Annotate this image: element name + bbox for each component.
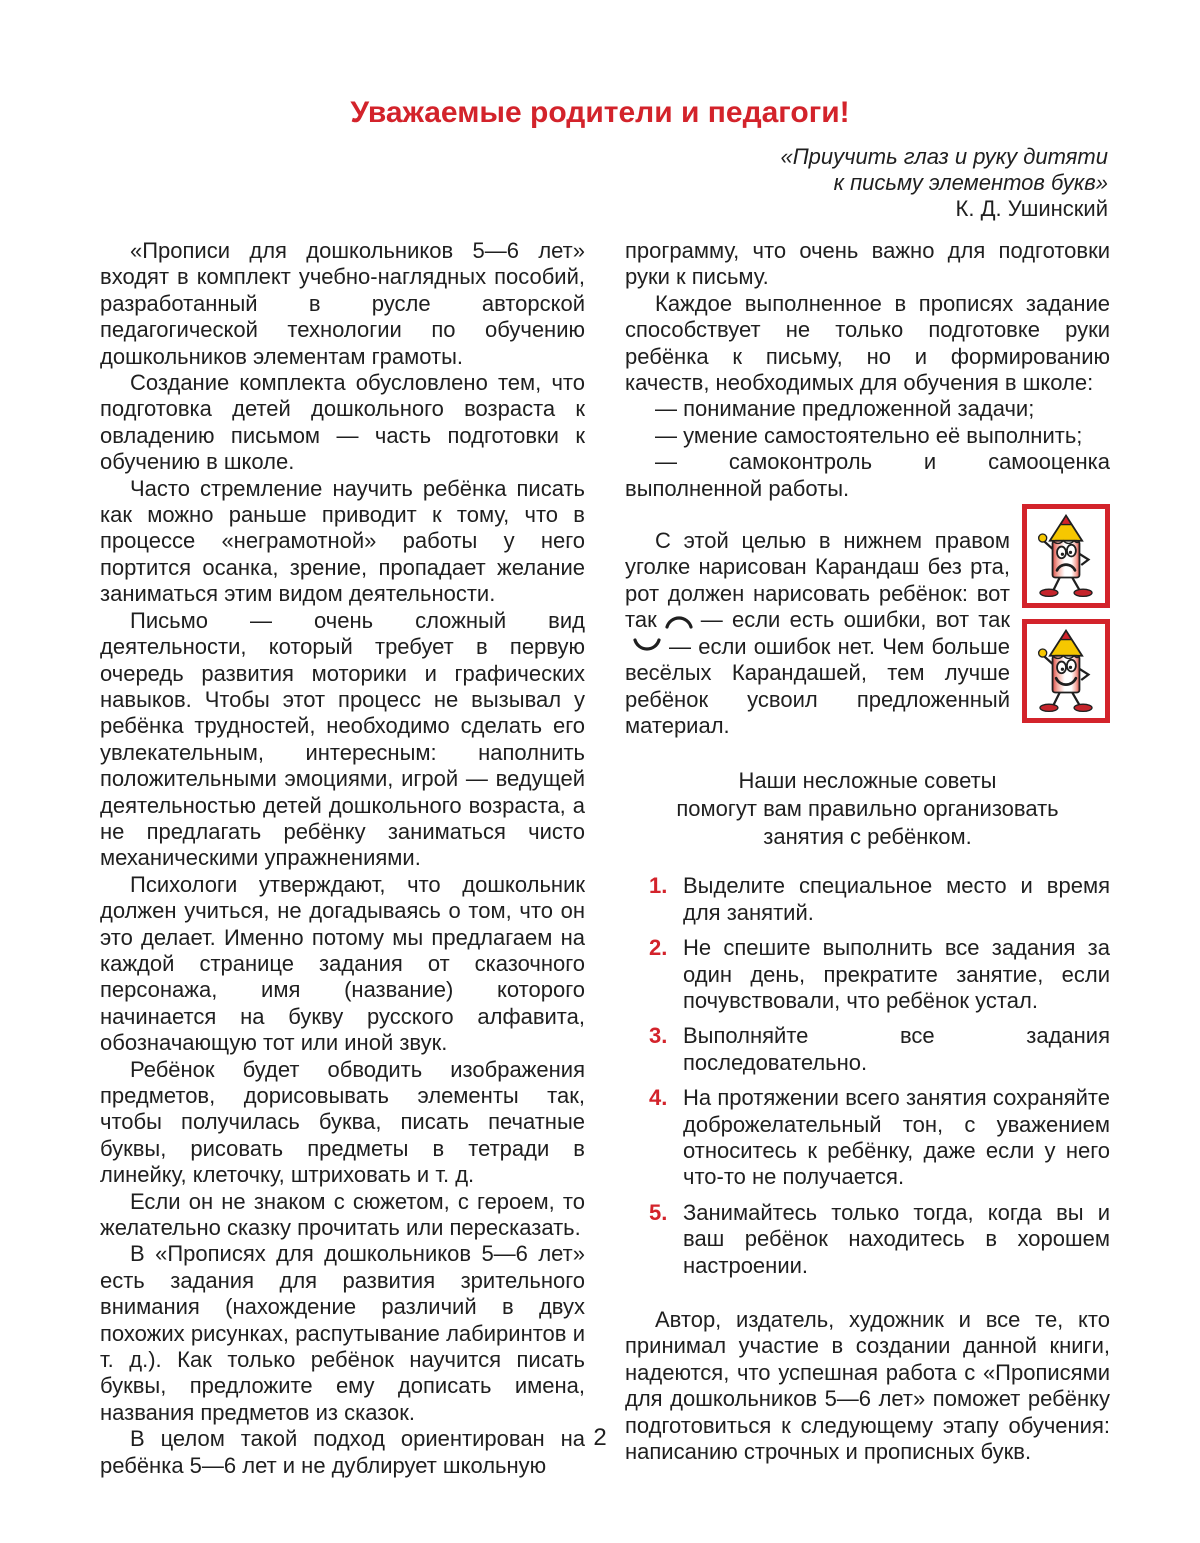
advice-item: [625, 873, 1110, 926]
happy-pencil-icon: [1031, 625, 1101, 717]
paragraph: «Прописи для дошкольников 5—6 лет» входят в комплект учебно-наглядных пособий, разработанный в русле авторской педагогической технологии по обучению дошкольников элементам грамоты.: [100, 238, 585, 369]
paragraph: Психологи утверждают, что дошкольник должен учиться, не догадываясь о том, что он это делает. Именно потому мы предлагаем на каждой странице задания от сказочного персонажа, имя (название) которого начинается на букву русского алфавита, обозначающую тот или иной звук.: [100, 871, 585, 1056]
paragraph: Часто стремление научить ребёнка писать как можно раньше приводит к тому, что в процессе «неграмотной» работы у него портится осанка, зрение, пропадает желание заниматься этим видом деятельности.: [100, 475, 585, 607]
advice-list: [625, 873, 1110, 1279]
advice-item-number: 1.: [649, 873, 668, 899]
advice-intro-line: занятия с ребёнком.: [763, 824, 972, 850]
advice-item-number: 5.: [649, 1199, 668, 1225]
advice-item: [625, 935, 1110, 1014]
bullet-line: — самоконтроль и самооценка выполненной работы.: [625, 449, 1110, 501]
pencil-text-segment: С этой целью в нижнем правом уголке нарисован Карандаш без рта, рот должен нарисовать ребёнок: вот так: [625, 528, 1010, 633]
bullet-line: — понимание предложенной задачи;: [655, 396, 1035, 422]
sad-pencil-icon: [1031, 510, 1101, 602]
paragraph: В целом такой подход ориентирован на ребёнка 5—6 лет и не дублирует школьную: [100, 1426, 585, 1478]
advice-item: [625, 1085, 1110, 1191]
smile-arc-icon: [632, 638, 662, 656]
epigraph: [0, 144, 1200, 222]
advice-item-number: 2.: [649, 935, 668, 961]
advice-item: [625, 1200, 1110, 1279]
pencil-illustrations: [1022, 504, 1110, 723]
paragraph: В «Прописях для дошкольников 5—6 лет» есть задания для развития зрительного внимания (нахождение различий в двух похожих рисунках, распутывание лабиринтов и т. д.). Как только ребёнок научится писать буквы, предложите ему дописать имена, названия предметов из сказок.: [100, 1241, 585, 1425]
bullet-line: — умение самостоятельно её выполнить;: [655, 422, 1083, 448]
paragraph: Письмо — очень сложный вид деятельности, который требует в первую очередь развития моторики и графических навыков. Чтобы этот процесс не вызывал у ребёнка трудностей, необходимо сделать его увлекательным, интересным: наполнить положительными эмоциями, игрой — ведущей деятельностью детей дошкольного возраста, а не предлагать ребёнку заниматься чисто механическими упражнениями.: [100, 607, 585, 871]
epigraph-author: К. Д. Ушинский: [955, 196, 1108, 221]
pencil-text-segment: — если ошибок нет. Чем больше весёлых Карандашей, тем лучше ребёнок усвоил предложенный материал.: [625, 633, 1010, 738]
advice-item-number: 3.: [649, 1023, 668, 1049]
closing-paragraph: Автор, издатель, художник и все те, кто принимал участие в создании данной книги, надеются, что успешная работа с «Прописями для дошкольников 5—6 лет» поможет ребёнку подготовиться к следующему этапу обучения: написанию строчных и прописных букв.: [625, 1307, 1110, 1465]
advice-item-text: Не спешите выполнить все задания за один день, прекратите занятие, если почувствовали, что ребёнок устал.: [683, 935, 1110, 1013]
advice-intro-line: Наши несложные советы: [738, 768, 997, 794]
advice-item-number: 4.: [649, 1085, 668, 1111]
two-column-text: [0, 222, 1200, 1479]
paragraph: Создание комплекта обусловлено тем, что подготовка детей дошкольного возраста к овладению письмом — часть подготовки к обучению в школе.: [100, 370, 585, 475]
page-number: 2: [593, 1424, 607, 1451]
advice-item-text: Выделите специальное место и время для занятий.: [683, 873, 1110, 925]
epigraph-line: к письму элементов букв»: [833, 170, 1108, 195]
page-title: Уважаемые родители и педагоги!: [350, 96, 850, 129]
advice-intro: [625, 767, 1110, 851]
paragraph: Ребёнок будет обводить изображения предметов, дорисовывать элементы так, чтобы получилась буква, писать печатные буквы, рисовать предметы в тетради в линейку, клеточку, штриховать и т. д.: [100, 1056, 585, 1188]
paragraph: Если он не знаком с сюжетом, с героем, то желательно сказку прочитать или пересказать.: [100, 1188, 585, 1241]
advice-intro-line: помогут вам правильно организовать: [676, 796, 1059, 822]
advice-item-text: Выполняйте все задания последовательно.: [683, 1023, 1110, 1075]
epigraph-line: «Приучить глаз и руку дитяти: [780, 144, 1108, 169]
frown-arc-icon: [664, 611, 694, 629]
advice-item: [625, 1023, 1110, 1076]
pencil-text-segment: — если есть ошибки, вот так: [700, 607, 1010, 633]
left-column: [100, 238, 585, 1479]
right-column: [625, 238, 1110, 1479]
paragraph: программу, что очень важно для подготовки руки к письму.: [625, 238, 1110, 290]
paragraph: Каждое выполненное в прописях задание способствует не только подготовке руки ребёнка к письму, но и формированию качеств, необходимых для обучения в школе:: [625, 290, 1110, 396]
sad-pencil-box: [1022, 504, 1110, 608]
happy-pencil-box: [1022, 619, 1110, 723]
advice-item-text: Занимайтесь только тогда, когда вы и ваш ребёнок находитесь в хорошем настроении.: [683, 1199, 1110, 1278]
advice-item-text: На протяжении всего занятия сохраняйте доброжелательный тон, с уважением относитесь к ребёнку, даже если у него что-то не получается.: [683, 1085, 1110, 1190]
